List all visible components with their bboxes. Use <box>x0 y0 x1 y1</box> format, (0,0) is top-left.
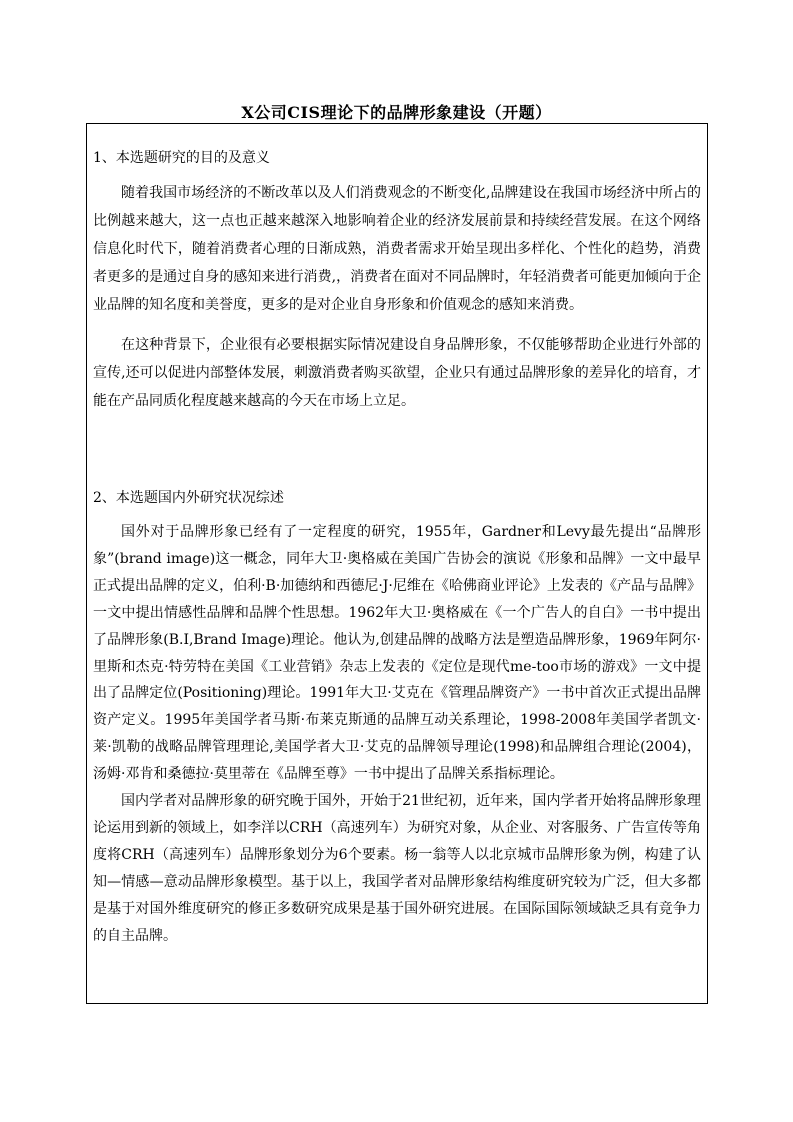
paragraph: 随着我国市场经济的不断改革以及人们消费观念的不断变化,品牌建设在我国市场经济中所占的比例越来越大，这一点也正越来越深入地影响着企业的经济发展前景和持续经营发展。在这个网络信息化时代下，随着消费者心理的日渐成熟，消费者需求开始呈现出多样化、个性化的趋势，消费者更多的是通过自身的感知来进行消费,，消费者在面对不同品牌时，年轻消费者可能更加倾向于企业品牌的知名度和美誉度，更多的是对企业自身形象和价值观念的感知来消费。 <box>93 185 701 313</box>
content-table-frame <box>86 123 708 1004</box>
section-purpose <box>93 148 701 415</box>
section-heading: 2、本选题国内外研究状况综述 <box>93 490 284 506</box>
section-literature-review <box>93 488 701 950</box>
paragraph: 国外对于品牌形象已经有了一定程度的研究，1955年，Gardner和Levy最先提出“品牌形象”(brand image)这一概念，同年大卫·奥格威在美国广告协会的演说《形象和品牌》一文中最早正式提出品牌的定义，伯利·B·加德纳和西德尼·J·尼维在《哈佛商业评论》上发表的《产品与品牌》一文中提出情感性品牌和品牌个性思想。1962年大卫·奥格威在《一个广告人的自白》一书中提出了品牌形象(B.I,Brand Image)理论。他认为,创建品牌的战略方法是塑造品牌形象，1969年阿尔·里斯和杰克·特劳特在美国《工业营销》杂志上发表的《定位是现代me-too市场的游戏》一文中提出了品牌定位(Positioning)理论。1991年大卫·艾克在《管理品牌资产》一书中首次正式提出品牌资产定义。1995年美国学者马斯·布莱克斯通的品牌互动关系理论，1998-2008年美国学者凯文·莱·凯勒的战略品牌管理理论,美国学者大卫·艾克的品牌领导理论(1998)和品牌组合理论(2004)，汤姆·邓肯和桑德拉·莫里蒂在《品牌至尊》一书中提出了品牌关系指标理论。 <box>93 524 701 783</box>
section-heading: 1、本选题研究的目的及意义 <box>93 150 270 166</box>
paragraph: 在这种背景下，企业很有必要根据实际情况建设自身品牌形象，不仅能够帮助企业进行外部的宣传,还可以促进内部整体发展，刺激消费者购买欲望，企业只有通过品牌形象的差异化的培育，才能在产品同质化程度越来越高的今天在市场上立足。 <box>93 337 701 409</box>
document-title: X公司CIS理论下的品牌形象建设（开题） <box>241 103 552 122</box>
paragraph: 国内学者对品牌形象的研究晚于国外，开始于21世纪初，近年来，国内学者开始将品牌形象理论运用到新的领域上，如李洋以CRH（高速列车）为研究对象，从企业、对客服务、广告宣传等角度将CRH（高速列车）品牌形象划分为6个要素。杨一翁等人以北京城市品牌形象为例，构建了认知—情感—意动品牌形象模型。基于以上，我国学者对品牌形象结构维度研究较为广泛，但大多都是基于对国外维度研究的修正多数研究成果是基于国外研究进展。在国际国际领域缺乏具有竞争力的自主品牌。 <box>93 793 701 944</box>
